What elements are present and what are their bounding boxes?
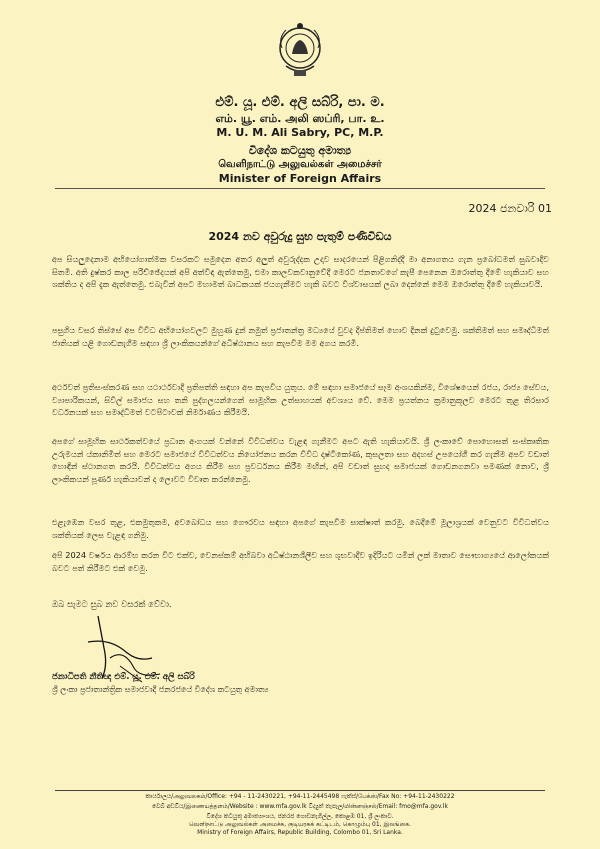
paragraph-1: අප සියලුදෙනාම අභියෝගාත්මක වසරකට සමුදෙන අතර අලුත් අවුරුද්දක උදාව සාදරයෙන් පිළිගනිද්දී මා අනාගතය ගැන ප්‍රබෝධමත් සුබවාදීව සිතමි. අති දුෂ්කර කාල පරිච්ඡේදයක් අපි අත්විඳ ඇත්තෙමු, එමා කාලවකවානුවේදී මෙරට ජනතාවගේ කැපී පෙනෙන ඔරොත්තු දීමේ හැකියාව සහ ශක්තිය ද අපි දැක ඇත්තෙමු. එබැවින් අපට මහාමත් බාධකයක් ජයගැනීමට හැකි බවට විශ්වාසයක් ලබා දෙන්නේ මෙම ඔරොත්තු දීමේ හැකියාවයි. [52,254,549,289]
signatory-name: ජනාධිපති නීතිඥ එම්. යූ. එම්. අලි සබ්රි [52,672,195,682]
signatory-title: ශ්‍රී ලංකා ප්‍රජාතාන්ත්‍රික සමාජවාදී ජනරජයේ විදේශ කටයුතු අමාත්‍ය [52,685,269,694]
paragraph-4: අපගේ සාමූහික සාර්ථකත්වයේ ප්‍රධාන අංගයක් වන්නේ විවිධත්වය වැළඳ ගැනීමට අපට ඇති හැකියාවයි. ශ්‍රී ලංකාවේ පොහොසත් සංස්කෘතික උරුමයන් ය්කානිමිත් සහ මෙරට සමාජයේ විවිධත්වය නියෝජනය කරන විවිධ දෘෂ්ටිකෝණ, කුසලතා සහ අදහස් උපයෝගී කර ගැනීම අපව වඩාත් හොඳින් ස්ථානගත කරයි. විවිධත්වය අගය කිරීම සහ ප්‍රවර්ධනය කිරීම මඟින්, අපි වඩාත් සුහද සමාජයක් ගොඩනගනවා පමණක් නොව, ශ්‍රී ලාංකිකයන් පූර්ණ හැකියාවන් ද ලොවට විවෘත කරන්නෙමු. [52,436,549,484]
minister-name-tamil: எம். யூ. எம். அலி ஸப்ரி, பா. உ. [215,112,385,125]
paragraph-2: පසුගිය වසර තිස්සේ අප විවිධ අභියෝගවලට මුහුණ දුන් නමුත් ප්‍රජාතන්ත්‍ර මධ්‍යයේ වුවද දීප්තිමත් හොව දිනක් දුටුවෙමු. ශක්තිමත් සහ සමෘද්ධිමත් ජාතියක් යළි ගොඩනැගීම සඳහා ශ්‍රී ලාංකිකයන්ගේ අධිෂ්ඨානය සහ කැපවීම මම අගය කරමි. [52,325,549,348]
minister-title-tamil: வெளிநாட்டு அலுவல்கள் அமைச்சர் [218,159,382,170]
letter-date: 2024 ජනවාරි 01 [468,202,552,215]
footer-phone: කාර්යාලය/அலுவலகம்/Office: +94 - 11-2430221, +94-11-2445498 ෆැක්ස්/பேக்ஸ்/Fax No: +94-11-2430222 [145,793,455,800]
footer-divider [55,790,545,791]
minister-name-sinhala: එම්. යූ. එම්. අලි සබ්රි, පා. ම. [215,95,385,110]
minister-title-sinhala: විදේශ කටයුතු අමාත්‍ය [248,144,352,157]
minister-title-english: Minister of Foreign Affairs [218,172,382,185]
sri-lanka-emblem-icon [276,20,324,84]
paragraph-6: අපි 2024 වර්ෂය ආරම්භ කරන විට එක්ව, වෙනස්කම් අභිබවා අධිෂ්ඨානශීලීව සහ ශුභවාදීව ඉදිරියට යමින් ලක් මාතාව සෞභාග්‍යයේ ආලෝකයක් බවට පත් කිරීමට එක් වෙමු. [52,550,549,573]
header-divider [55,188,545,189]
footer-address-sinhala: විදේශ කටයුතු අමාත්‍යාංශය, ජනරජ ගොඩනැගිල්ල, කොළඹ 01, ශ්‍රී ලංකාව. [206,813,394,820]
footer-address-tamil: வெளிநாட்டு அலுவல்கள் அமைச்சு, குடியரசுக் கட்டிடம், கொழும்பு 01, இலங்கை. [188,821,411,828]
footer-web-email: වෙබ් අඩවිය/இணையத்தளம்/Website : www.mfa.gov.lk විද්‍යුත් තැපෑල/மின்னஞ்சல்/Email: fmo@mfa.gov.lk [152,803,448,810]
minister-name-english: M. U. M. Ali Sabry, PC, M.P. [216,126,384,139]
letter-title: 2024 නව අවුරුදු සුභ පැතුම් පණිවිඩය [208,230,392,243]
footer-address-english: Ministry of Foreign Affairs, Republic Building, Colombo 01, Sri Lanka. [197,829,403,836]
paragraph-3: අර්ථවත් ප්‍රතිසංස්කරණ සහ යථාර්ථවාදී ප්‍රතිපත්ති සඳහා අප කැපවිය යුතුය. මේ සඳහා සමාජයේ සෑම අංශයකින්ම, විශේෂයෙන් රජය, රාජ්‍ය සේවය, ව්‍යාපාරිකයන්, සිවිල් සමාජය සහ තනි පුද්ගලයන්ගෙන් සාමූහික උත්සාහයක් අවශ්‍යය වේ. මෙම ප්‍රයත්නය ක්‍රමානුකූලව මෙරට තුළ තිරසාර වර්ධනයක් සහ සමෘද්ධිමත් වටපිටාවක් නිර්මාණය කිරීමයි. [52,382,549,417]
closing-greeting: ඔබ සැමට සුබ නව වසරක් වේවා. [52,600,172,610]
paragraph-5: එළැඹෙන වසර තුළ, එකමුතුකම, අවබෝධය සහ ගෞරවය සඳහා අපගේ කැපවීම සාක්ෂාත් කරමු. බෙදීමේ මූලාශ්‍රයක් වෙනුවට විවිධත්වය ශක්තියක් ලෙස වැළඳ ගනිමු. [52,517,549,540]
